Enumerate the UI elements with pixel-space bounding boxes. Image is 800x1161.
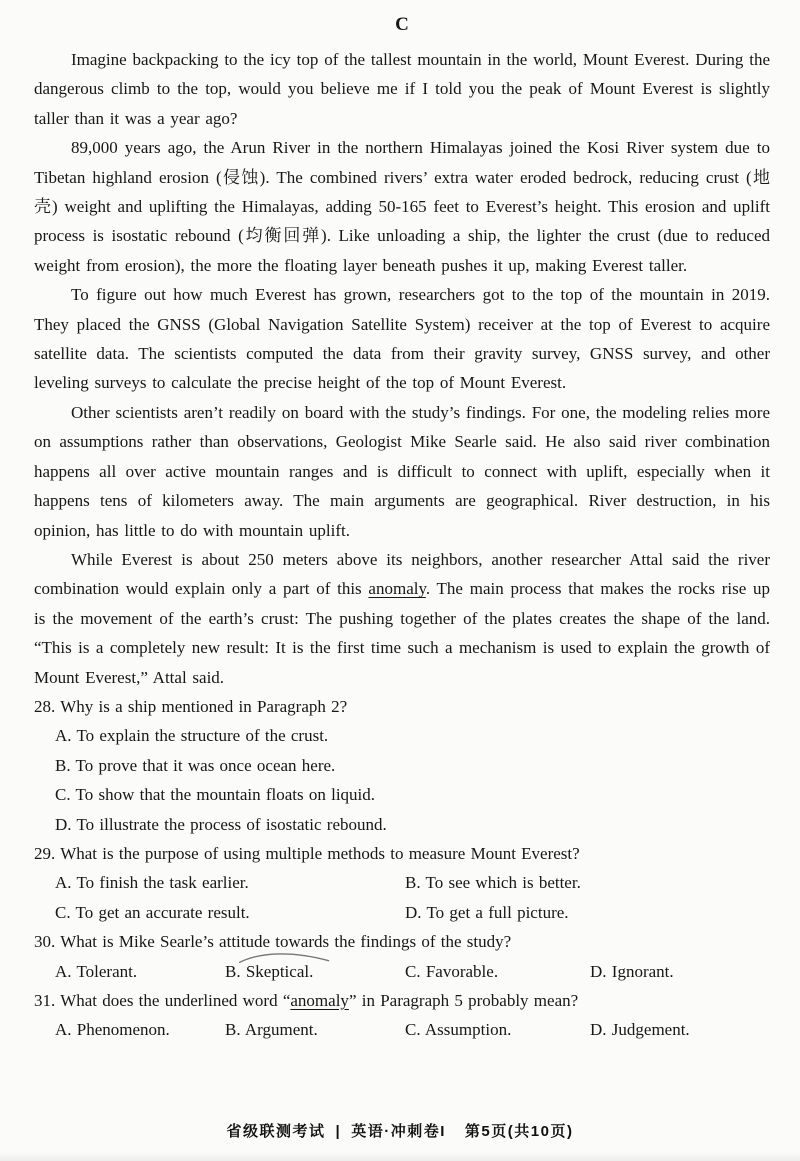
footer-page-number: 第5页(共10页): [464, 1123, 574, 1140]
question-30-number: 30.: [34, 932, 56, 952]
question-28-text: Why is a ship mentioned in Paragraph 2?: [60, 696, 348, 716]
paragraph-3: To figure out how much Everest has grown, researchers got to the top of the mountain in 2019. They placed the GNSS (Global Navigation Satellite System) receiver at the top of Everest to acquire satellite data. The scientists computed the data from their gravity survey, GNSS survey, and other leveling surveys to calculate the precise height of the top of Mount Everest.: [34, 285, 770, 393]
paragraph-5-text-after: . The main process that makes the rocks rise up is the movement of the earth’s crust: The pushing together of the plates creates the shape of the land. “This is a completely new result: It is the first time such a mechanism is used to explain the growth of Mount Everest,” Attal said.: [34, 579, 770, 687]
question-28-option-d: D. To illustrate the process of isostatic rebound.: [55, 814, 387, 834]
paragraph-5-text-before: While Everest is about 250 meters above its neighbors, another researcher Attal said the river combination would explain only a part of this: [34, 549, 770, 599]
question-28-option-a: A. To explain the structure of the crust.: [55, 726, 329, 746]
question-29-option-c: C. To get an accurate result.: [55, 902, 250, 922]
question-31-stem: [34, 986, 770, 1015]
underlined-word-anomaly: anomaly: [368, 579, 426, 599]
footer-exam-name: 省级联测考试: [226, 1123, 326, 1140]
question-31-option-b: B. Argument.: [225, 1020, 318, 1040]
page-footer: [0, 1120, 800, 1141]
question-29-stem: [34, 839, 770, 868]
question-28-option-b: B. To prove that it was once ocean here.: [55, 755, 336, 775]
question-30-option-d: D. Ignorant.: [590, 961, 674, 981]
question-29-text: What is the purpose of using multiple methods to measure Mount Everest?: [60, 843, 580, 863]
question-31-number: 31.: [34, 991, 56, 1010]
question-31-option-c: C. Assumption.: [405, 1020, 512, 1040]
question-28: [34, 692, 770, 839]
question-30-text: What is Mike Searle’s attitude towards the findings of the study?: [60, 932, 512, 952]
question-30-stem: [34, 927, 770, 956]
paragraph-4: Other scientists aren’t readily on board with the study’s findings. For one, the modeling relies more on assumptions rather than observations, Geologist Mike Searle said. He also said river combination happens all over active mountain ranges and is difficult to connect with uplift, especially when it happens tens of kilometers away. The main arguments are geographical. River destruction, in his opinion, has little to do with mountain uplift.: [34, 402, 770, 540]
paragraph-2: 89,000 years ago, the Arun River in the northern Himalayas joined the Kosi River system due to Tibetan highland erosion (侵蚀). The combined rivers’ extra water eroded bedrock, reducing crust (地壳) weight and uplifting the Himalayas, adding 50-165 feet to Everest’s height. This erosion and uplift process is isostatic rebound (均衡回弹). Like unloading a ship, the lighter the crust (due to reduced weight from erosion), the more the floating layer beneath pushes it up, making Everest taller.: [34, 138, 770, 275]
question-30-option-c: C. Favorable.: [405, 961, 499, 981]
question-29-option-b: B. To see which is better.: [405, 873, 581, 893]
question-31-text-after: ” in Paragraph 5 probably mean?: [348, 991, 579, 1010]
footer-subject: 英语·冲刺卷I: [351, 1123, 446, 1140]
question-31: [34, 986, 770, 1045]
question-30-option-b-text: B. Skeptical.: [225, 961, 314, 981]
footer-separator: |: [335, 1123, 342, 1140]
question-29: [34, 839, 770, 927]
question-31-option-d: D. Judgement.: [590, 1020, 690, 1040]
question-29-option-a: A. To finish the task earlier.: [55, 873, 249, 893]
question-29-number: 29.: [34, 843, 56, 863]
question-29-options: [34, 868, 770, 927]
paragraph-5: [34, 545, 770, 692]
question-30-option-b: [225, 957, 405, 986]
question-31-options: [34, 1015, 770, 1044]
question-31-text-before: What does the underlined word “: [60, 991, 291, 1010]
question-29-option-d: D. To get a full picture.: [405, 902, 569, 922]
question-31-option-a: A. Phenomenon.: [55, 1020, 170, 1040]
question-28-option-c: C. To show that the mountain floats on liquid.: [55, 785, 376, 805]
question-30-option-a: A. Tolerant.: [55, 961, 138, 981]
question-28-stem: [34, 692, 770, 721]
question-28-number: 28.: [34, 696, 56, 716]
question-31-underlined-word: anomaly: [290, 991, 349, 1010]
paragraph-1: Imagine backpacking to the icy top of the tallest mountain in the world, Mount Everest. During the dangerous climb to the top, would you believe me if I told you the peak of Mount Everest is slightly taller than it was a year ago?: [34, 50, 770, 128]
section-label: C: [395, 14, 409, 35]
question-30: [34, 927, 770, 986]
question-28-options: [34, 721, 770, 839]
question-30-options: [34, 957, 770, 986]
